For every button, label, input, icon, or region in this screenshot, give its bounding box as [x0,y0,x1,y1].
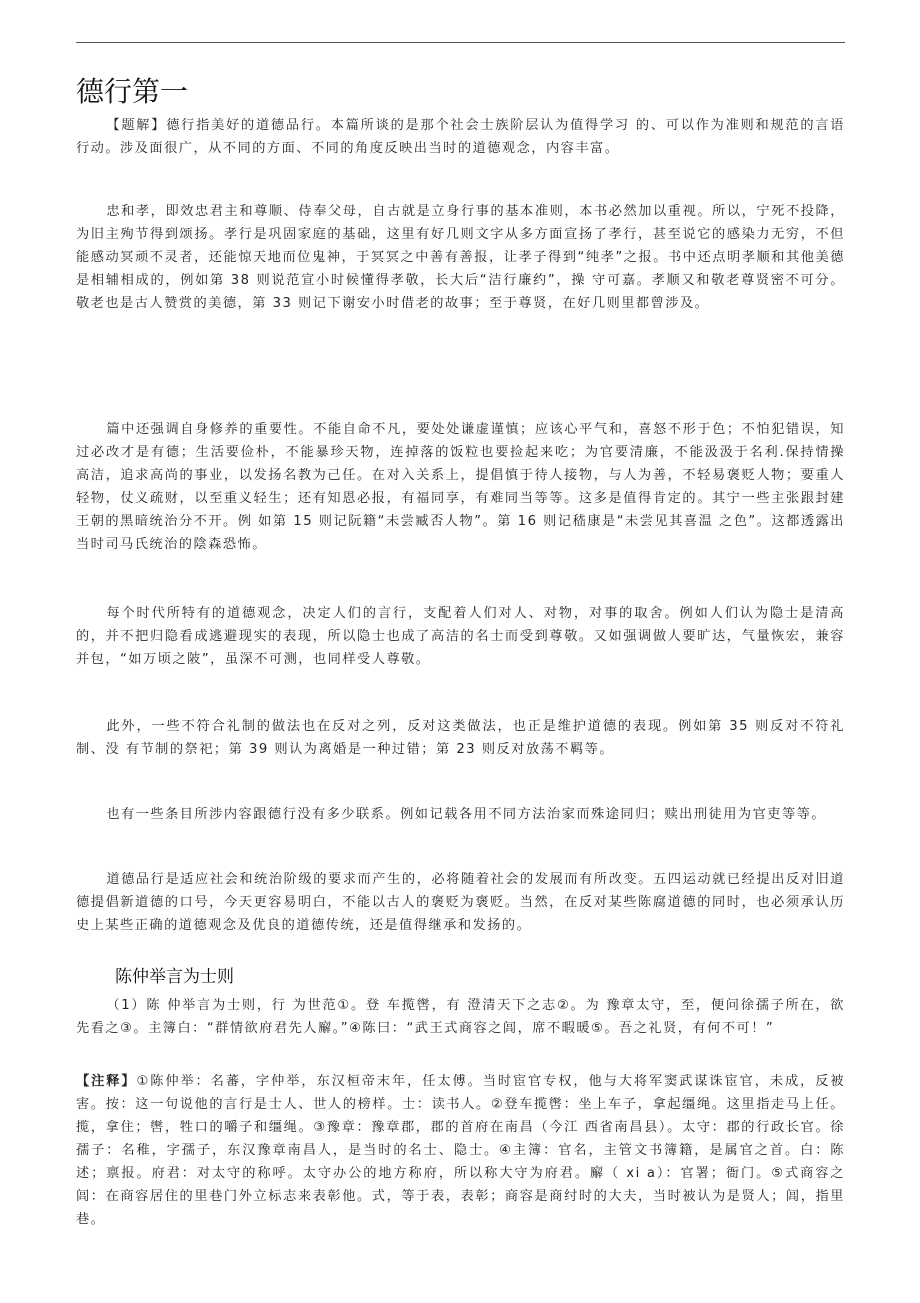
body-paragraph-1: 忠和孝，即效忠君主和尊顺、侍奉父母，自古就是立身行事的基本准则，本书必然加以重视。所以，宁死不投降，为旧主殉节得到颂扬。孝行是巩固家庭的基础，这里有好几则文字从多方面宣扬了孝行，甚至说它的感染力无穷，不但能感动冥顽不灵者，还能惊天地而位鬼神，于冥冥之中善有善报，让孝子得到“纯孝”之报。书中还点明孝顺和其他美德是相辅相成的，例如第 38 则说范宣小时候懂得孝敬，长大后“洁行廉约”，操 守可嘉。孝顺又和敬老尊贤密不可分。敬老也是古人赞赏的美德，第 33 则记下谢安小时借老的故事；至于尊贤，在好几则里都曾涉及。 [76,204,845,311]
passage-text: （1）陈 仲举言为士则，行 为世范①。登 车揽辔，有 澄清天下之志②。为 豫章太守，至，便问徐孺子所在，欲先看之③。主簿白：“群情欲府君先人廨。”④陈曰：“武王式商容之闾，席不暇暖⑤。吾之礼贤，有何不可！” [76,998,845,1036]
body-paragraph-2: 篇中还强调自身修养的重要性。不能自命不凡，要处处谦虚谨慎；应该心平气和，喜怒不形于色；不怕犯错误，知过必改才是有德；生活要俭朴，不能暴珍天物，连掉落的饭粒也要捡起来吃；为官要清廉，不能汲汲于名利.保持情操高洁，追求高尚的事业，以发扬名教为己任。在对入关系上，提倡慎于待人接物，与人为善，不轻易褒贬人物；要重人轻物，仗义疏财，以至重义轻生；还有知恩必报，有福同享，有难同当等等。这多是值得肯定的。其宁一些主张跟封建王朝的黑暗统治分不开。例 如第 15 则记阮籍“未尝臧否人物”。第 16 则记嵇康是“未尝见其喜温 之色”。这都透露出当时司马氏统治的陰森恐怖。 [76,422,845,552]
body-paragraph-3: 每个时代所特有的道德观念，决定人们的言行，支配着人们对人、对物，对事的取舍。例如人们认为隐士是清高的，并不把归隐看成逃避现实的表现，所以隐士也成了高洁的名士而受到尊敬。又如强调做人要旷达，气量恢宏，兼容并包，“如万顷之陂”，虽深不可测，也同样受人尊敬。 [76,606,845,667]
body-paragraph-6: 道德品行是适应社会和统治阶级的要求而产生的，必将随着社会的发展而有所改变。五四运动就已经提出反对旧道德提倡新道德的口号，今天更容易明白，不能以古人的褒贬为褒贬。当然，在反对某些陈腐道德的同时，也必须承认历史上某些正确的道德观念及优良的道德传统，还是值得继承和发扬的。 [76,872,845,933]
section-title: 陈仲举言为士则 [115,967,234,987]
body-paragraph-4: 此外，一些不符合礼制的做法也在反对之列，反对这类做法，也正是维护道德的表现。例如第 35 则反对不符礼制、没 有节制的祭祀；第 39 则认为离婚是一种过错；第 23 则反对放荡不羁等。 [76,719,845,757]
header-rule [76,42,845,43]
page-title: 德行第一 [76,75,189,108]
notes-paragraph [76,1070,845,1231]
body-paragraph-5: 也有一些条目所涉内容跟德行没有多少联系。例如记载各用不同方法治家而殊途同归；赎出刑徒用为官吏等等。 [106,807,827,822]
notes-text: ①陈仲举：名蕃，字仲举，东汉桓帝末年，任太傅。当时宦官专权，他与大将军窦武谋诛宦官，未成，反被害。按：这一句说他的言行是士人、世人的榜样。士：读书人。②登车揽辔：坐上车子，拿起缰绳。这里指走马上任。揽，拿住；辔，牲口的嚼子和缰绳。③豫章：豫章郡，郡的首府在南昌（今江 西省南昌县）。太守：郡的行政长官。徐孺子：名稚，字孺子，东汉豫章南昌人，是当时的名士、隐士。④主簿：官名，主管文书簿籍，是属官之首。白：陈述；禀报。府君：对太守的称呼。太守办公的地方称府，所以称大守为府君。廨（ xi a）：官署；衙门。⑤式商容之闾：在商容居住的里巷门外立标志来表彰他。式，等于表，表彰；商容是商纣时的大夫，当时被认为是贤人；闾，指里巷。 [76,1074,846,1227]
notes-tag: 【注释】 [76,1074,137,1089]
intro-text: 德行指美好的道德品行。本篇所谈的是那个社会士族阶层认为值得学习 的、可以作为准则和规范的言语行动。涉及面很广，从不同的方面、不同的角度反映出当时的道德观念，内容丰富。 [76,118,845,156]
intro-tag: 【题解】 [106,118,167,133]
intro-paragraph [76,114,845,160]
